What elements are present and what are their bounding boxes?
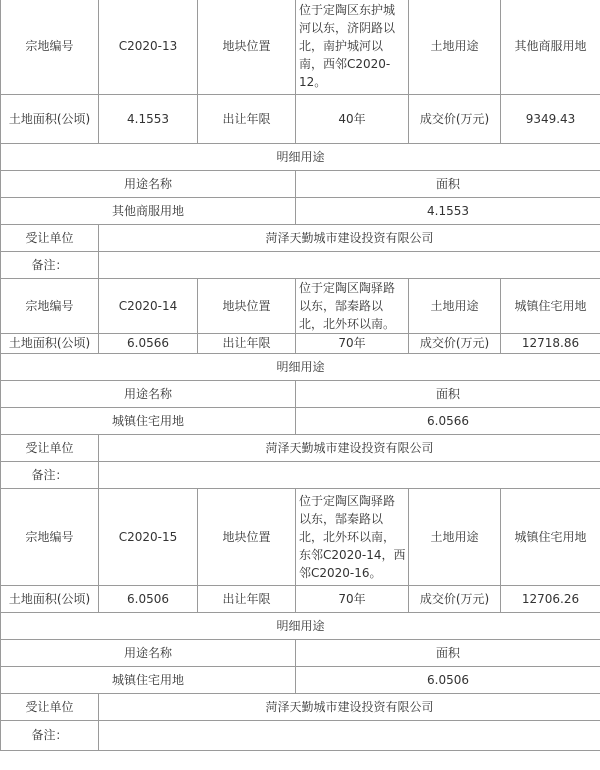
label-land-use: 土地用途 — [409, 489, 501, 586]
label-area: 土地面积(公顷) — [1, 586, 99, 613]
parcel-2-no: C2020-14 — [99, 279, 198, 334]
parcel-2-detail-columns — [1, 381, 600, 408]
label-land-use: 土地用途 — [409, 279, 501, 334]
label-grantee: 受让单位 — [1, 225, 99, 252]
parcel-1-detail-columns — [1, 171, 600, 198]
parcel-3-remarks-row — [1, 721, 600, 751]
parcel-3-detail-header — [1, 613, 600, 640]
parcel-3-detail-area: 6.0506 — [296, 667, 600, 694]
parcel-2-price: 12718.86 — [501, 334, 600, 354]
label-use-name: 用途名称 — [1, 640, 296, 667]
parcel-2-grantee-row — [1, 435, 600, 462]
parcel-2-use: 城镇住宅用地 — [501, 279, 600, 334]
label-price: 成交价(万元) — [409, 95, 501, 144]
label-area: 土地面积(公顷) — [1, 95, 99, 144]
parcel-2-detail-name: 城镇住宅用地 — [1, 408, 296, 435]
parcel-3-remarks — [99, 721, 600, 751]
label-area: 土地面积(公顷) — [1, 334, 99, 354]
label-price: 成交价(万元) — [409, 334, 501, 354]
label-use-name: 用途名称 — [1, 171, 296, 198]
parcel-1-remarks-row — [1, 252, 600, 279]
parcel-3-price: 12706.26 — [501, 586, 600, 613]
parcel-1-no: C2020-13 — [99, 0, 198, 95]
parcel-2-row-2 — [1, 334, 600, 354]
label-term: 出让年限 — [198, 586, 296, 613]
parcel-1-detail-header — [1, 144, 600, 171]
parcel-1-grantee: 菏泽天勤城市建设投资有限公司 — [99, 225, 600, 252]
parcel-3-row-2 — [1, 586, 600, 613]
label-grantee: 受让单位 — [1, 694, 99, 721]
parcel-1-use: 其他商服用地 — [501, 0, 600, 95]
parcel-2-area: 6.0566 — [99, 334, 198, 354]
label-price: 成交价(万元) — [409, 586, 501, 613]
parcel-2-detail-area: 6.0566 — [296, 408, 600, 435]
parcel-3-grantee: 菏泽天勤城市建设投资有限公司 — [99, 694, 600, 721]
parcel-2-detail-row — [1, 408, 600, 435]
label-land-use: 土地用途 — [409, 0, 501, 95]
parcel-3-area: 6.0506 — [99, 586, 198, 613]
parcel-1-detail-row — [1, 198, 600, 225]
label-remarks: 备注： — [1, 721, 99, 751]
label-detail-use: 明细用途 — [1, 144, 600, 171]
label-use-area: 面积 — [296, 171, 600, 198]
parcel-2-location: 位于定陶区陶驿路以东，郜秦路以北，北外环以南。 — [296, 279, 409, 334]
label-grantee: 受让单位 — [1, 435, 99, 462]
parcel-1-price: 9349.43 — [501, 95, 600, 144]
parcel-1-detail-name: 其他商服用地 — [1, 198, 296, 225]
label-parcel-no: 宗地编号 — [1, 0, 99, 95]
parcel-3-detail-name: 城镇住宅用地 — [1, 667, 296, 694]
parcel-3-grantee-row — [1, 694, 600, 721]
label-detail-use: 明细用途 — [1, 354, 600, 381]
parcel-3-row-1 — [1, 489, 600, 586]
label-detail-use: 明细用途 — [1, 613, 600, 640]
parcel-1-location: 位于定陶区东护城河以东，济阴路以北，南护城河以南，西邻C2020-12。 — [296, 0, 409, 95]
parcel-3-detail-row — [1, 667, 600, 694]
parcel-1-detail-area: 4.1553 — [296, 198, 600, 225]
parcel-1-row-1 — [1, 0, 600, 95]
label-parcel-no: 宗地编号 — [1, 489, 99, 586]
parcel-1-grantee-row — [1, 225, 600, 252]
parcel-3-use: 城镇住宅用地 — [501, 489, 600, 586]
parcel-1-term: 40年 — [296, 95, 409, 144]
label-location: 地块位置 — [198, 0, 296, 95]
parcel-3-detail-columns — [1, 640, 600, 667]
label-term: 出让年限 — [198, 334, 296, 354]
parcel-2-row-1 — [1, 279, 600, 334]
label-use-area: 面积 — [296, 381, 600, 408]
label-use-name: 用途名称 — [1, 381, 296, 408]
parcel-3-location: 位于定陶区陶驿路以东，郜秦路以北，北外环以南，东邻C2020-14，西邻C2020-16。 — [296, 489, 409, 586]
parcel-3-no: C2020-15 — [99, 489, 198, 586]
label-location: 地块位置 — [198, 279, 296, 334]
label-term: 出让年限 — [198, 95, 296, 144]
parcel-3-term: 70年 — [296, 586, 409, 613]
label-parcel-no: 宗地编号 — [1, 279, 99, 334]
parcel-2-remarks — [99, 462, 600, 489]
parcel-2-detail-header — [1, 354, 600, 381]
parcel-2-grantee: 菏泽天勤城市建设投资有限公司 — [99, 435, 600, 462]
label-location: 地块位置 — [198, 489, 296, 586]
label-use-area: 面积 — [296, 640, 600, 667]
parcel-2-term: 70年 — [296, 334, 409, 354]
parcel-1-area: 4.1553 — [99, 95, 198, 144]
label-remarks: 备注： — [1, 462, 99, 489]
parcel-2-remarks-row — [1, 462, 600, 489]
parcel-1-row-2 — [1, 95, 600, 144]
parcel-1-remarks — [99, 252, 600, 279]
label-remarks: 备注： — [1, 252, 99, 279]
